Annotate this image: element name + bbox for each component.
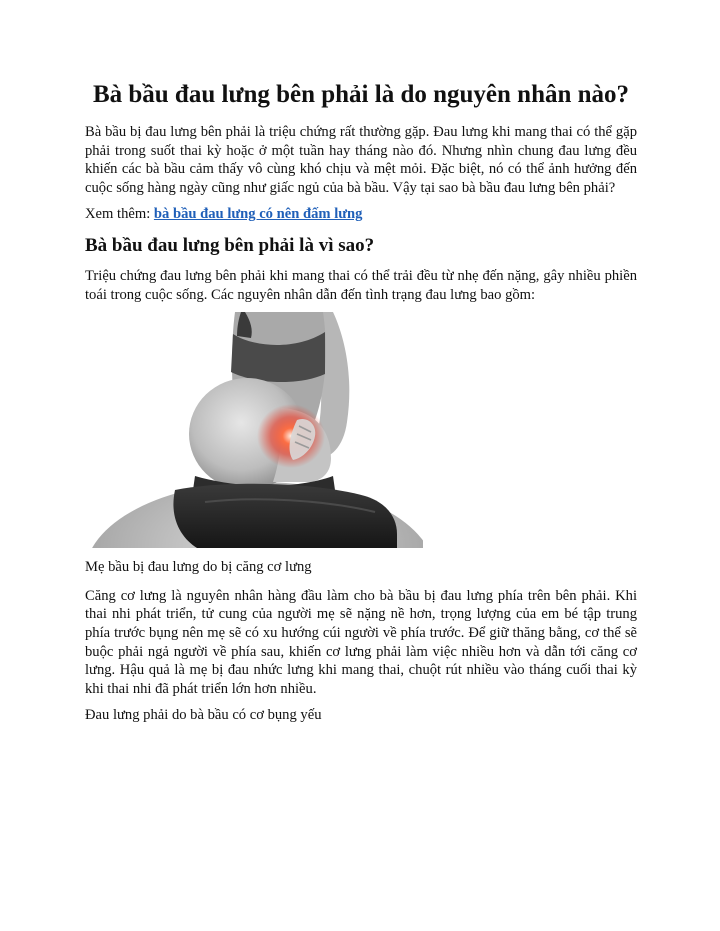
section-heading: Bà bầu đau lưng bên phải là vì sao?	[85, 234, 375, 256]
pregnant-woman-illustration	[85, 312, 423, 548]
intro-paragraph: Bà bầu bị đau lưng bên phải là triệu chứng rất thường gặp. Đau lưng khi mang thai có thể gặp phải trong suốt thai kỳ hoặc ở một tuần hay tháng nào đó. Nhưng nhìn chung đau lưng đều khiến các bà bầu cảm thấy vô cùng khó chịu và mệt mỏi. Đặc biệt, nó có thể ảnh hưởng đến cuộc sống hàng ngày cũng như giấc ngủ của bà bầu. Vậy tại sao bà bầu đau lưng bên phải?	[85, 124, 637, 196]
cause-paragraph: Căng cơ lưng là nguyên nhân hàng đầu làm cho bà bầu bị đau lưng phía trên bên phải. Khi thai nhi phát triển, tử cung của người mẹ sẽ nặng nề hơn, trọng lượng của em bé tập trung phía trước bụng nên mẹ sẽ có xu hướng cúi người về phía trước. Để giữ thăng bằng, cơ thể sẽ buộc phải ngả người về phía sau, khiến cơ lưng phải làm việc nhiều hơn và dẫn tới căng cơ lưng. Hậu quả là mẹ bị đau nhức lưng khi mang thai, chuột rút nhiều vào tháng cuối thai kỳ khi thai nhi đã phát triển lớn hơn nhiều.	[85, 587, 637, 697]
pregnant-woman-back-pain-image	[85, 312, 423, 548]
see-also-link[interactable]: bà bầu đau lưng có nên đấm lưng	[153, 206, 363, 223]
see-also-label: Xem thêm:	[85, 206, 154, 223]
leggings	[173, 484, 397, 548]
see-also-line	[85, 205, 637, 224]
page-title: Bà bầu đau lưng bên phải là do nguyên nhân nào?	[92, 81, 630, 108]
document-page	[85, 78, 637, 733]
section-intro-paragraph: Triệu chứng đau lưng bên phải khi mang thai có thể trải đều từ nhẹ đến nặng, gây nhiều phiền toái trong cuộc sống. Các nguyên nhân dẫn đến tình trạng đau lưng bao gồm:	[85, 267, 637, 303]
next-cause-heading: Đau lưng phải do bà bầu có cơ bụng yếu	[85, 707, 322, 724]
image-caption: Mẹ bầu bị đau lưng do bị căng cơ lưng	[85, 559, 312, 576]
